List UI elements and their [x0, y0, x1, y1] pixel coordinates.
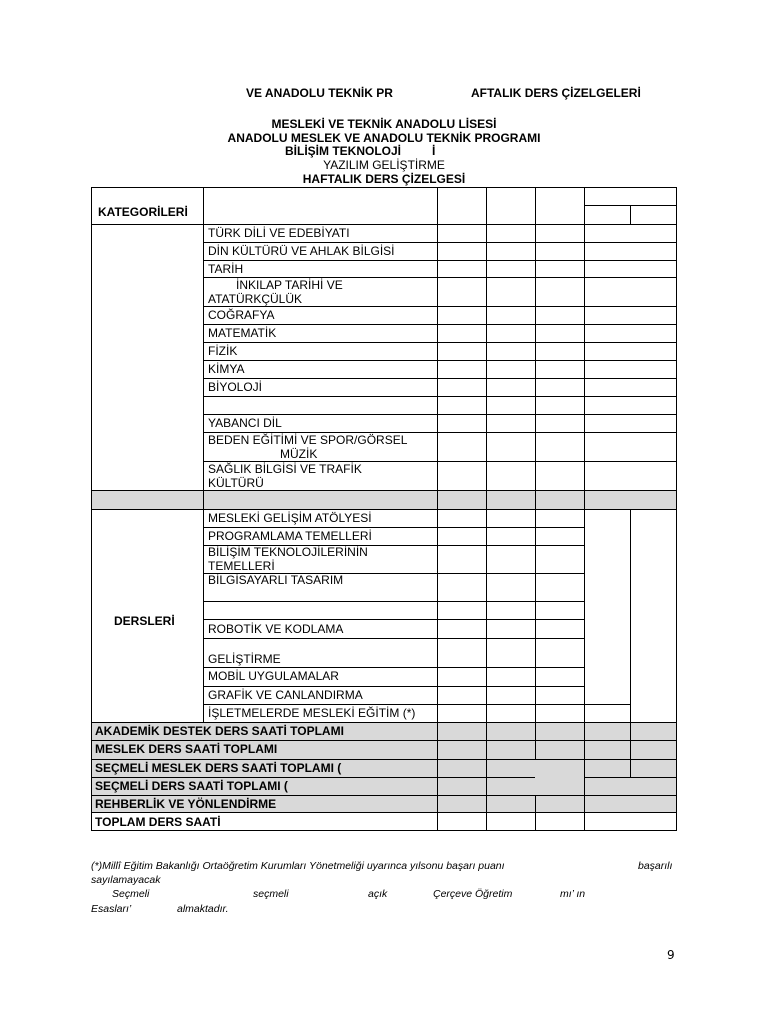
footnote-line1: (*)Millî Eğitim Bakanlığı Ortaöğretim Kurumları Yönetmeliği uyarınca yılsonu başarı puanı — [91, 860, 505, 872]
course-cografya: COĞRAFYA — [208, 308, 275, 322]
field-name: BİLİŞİM TEKNOLOJİ — [285, 144, 402, 158]
course-biyoloji: BİYOLOJİ — [208, 380, 263, 394]
schedule-title: HAFTALIK DERS ÇİZELGESİ — [302, 172, 466, 186]
course-mobil: MOBİL UYGULAMALAR — [208, 669, 339, 683]
header-line1-left: VE ANADOLU TEKNİK PR — [246, 86, 393, 100]
footnote-line2: sayılamayacak — [91, 874, 161, 886]
category-column-header: KATEGORİLERİ — [98, 205, 188, 219]
course-inkilap-line1: İNKILAP TARİHİ VE — [236, 278, 343, 292]
header-line1-right: AFTALIK DERS ÇİZELGELERİ — [471, 86, 641, 100]
branch-name: YAZILIM GELİŞTİRME — [323, 158, 445, 172]
course-saglik-line2: KÜLTÜRÜ — [208, 476, 264, 490]
total-toplam: TOPLAM DERS SAATİ — [95, 815, 221, 829]
total-secmeli-meslek: SEÇMELİ MESLEK DERS SAATİ TOPLAMI ( — [95, 761, 342, 775]
course-beden-line2: MÜZİK — [280, 447, 318, 461]
footnote-word-secmeli: Seçmeli — [112, 888, 150, 900]
footnote-word-cerceve: Çerçeve Öğretim — [433, 888, 513, 900]
course-inkilap-line2: ATATÜRKÇÜLÜK — [208, 292, 303, 306]
course-mesleki-gelisim: MESLEKİ GELİŞİM ATÖLYESİ — [208, 511, 372, 525]
course-robotik: ROBOTİK VE KODLAMA — [208, 622, 344, 636]
course-gelistirme: GELİŞTİRME — [208, 652, 281, 666]
course-din-kulturu: DİN KÜLTÜRÜ VE AHLAK BİLGİSİ — [208, 244, 395, 258]
footnote-line1-end: başarılı — [638, 860, 673, 872]
course-yabanci-dil: YABANCI DİL — [208, 416, 282, 430]
course-isletmelerde: İŞLETMELERDE MESLEKİ EĞİTİM (*) — [208, 706, 416, 720]
course-beden-line1: BEDEN EĞİTİMİ VE SPOR/GÖRSEL — [208, 433, 408, 447]
course-tarih: TARİH — [208, 262, 244, 276]
course-programlama: PROGRAMLAMA TEMELLERİ — [208, 529, 372, 543]
footnote-word-esaslari: Esasları’ — [91, 903, 132, 915]
field-suffix: İ — [432, 144, 436, 158]
footnote-word-acik: açık — [368, 888, 388, 900]
program-name: ANADOLU MESLEK VE ANADOLU TEKNİK PROGRAMI — [227, 131, 541, 145]
total-rehberlik: REHBERLİK VE YÖNLENDİRME — [95, 797, 277, 811]
course-matematik: MATEMATİK — [208, 326, 277, 340]
course-kimya: KİMYA — [208, 362, 245, 376]
course-turk-dili: TÜRK DİLİ VE EDEBİYATI — [208, 226, 350, 240]
course-grafik: GRAFİK VE CANLANDIRMA — [208, 688, 363, 702]
total-akademik: AKADEMİK DESTEK DERS SAATİ TOPLAMI — [95, 724, 344, 738]
total-meslek: MESLEK DERS SAATİ TOPLAMI — [95, 742, 278, 756]
course-bilgisayarli-tasarim: BİLGİSAYARLI TASARIM — [208, 573, 344, 587]
course-saglik-line1: SAĞLIK BİLGİSİ VE TRAFİK — [208, 462, 362, 476]
school-name: MESLEKİ VE TEKNİK ANADOLU LİSESİ — [271, 117, 497, 131]
course-fizik: FİZİK — [208, 344, 238, 358]
footnote-word-min: mı’ ın — [560, 888, 586, 900]
total-secmeli: SEÇMELİ DERS SAATİ TOPLAMI ( — [95, 779, 288, 793]
group-label-dersleri: DERSLERİ — [114, 614, 175, 628]
course-bilisim-line1: BİLİŞİM TEKNOLOJİLERİNİN — [208, 545, 368, 559]
footnote-word-secmeli-2: seçmeli — [253, 888, 289, 900]
course-bilisim-line2: TEMELLERİ — [208, 559, 275, 573]
shaded-separator-row — [91, 490, 676, 509]
page-number: 9 — [667, 948, 675, 962]
footnote-word-almaktadir: almaktadır. — [177, 903, 229, 915]
